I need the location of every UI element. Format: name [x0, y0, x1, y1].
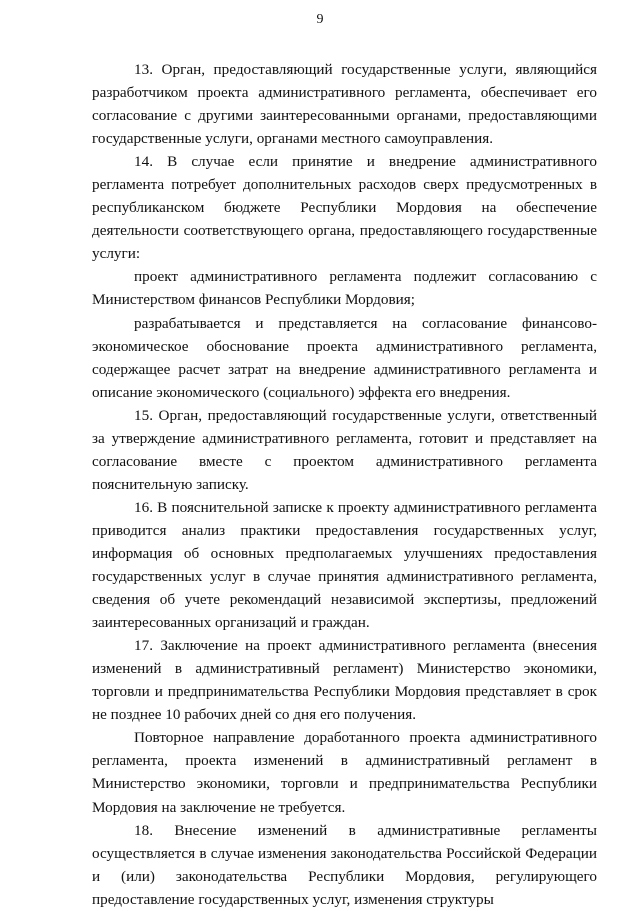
paragraph-14: 14. В случае если принятие и внедрение административного регламента потребует дополнительных расходов сверх предусмотренных в республиканском бюджете Республики Мордовия на обеспечение деятельности соответствующего органа, предоставляющего государственные услуги:: [92, 153, 597, 263]
paragraph-14-item-finance-approval: проект административного регламента подлежит согласованию с Министерством финансов Республики Мордовия;: [92, 268, 597, 309]
paragraph-13: 13. Орган, предоставляющий государственные услуги, являющийся разработчиком проекта административного регламента, обеспечивает его согласование с другими заинтересованными органами, предоставляющими государственные услуги, органами местного самоуправления.: [92, 61, 597, 148]
paragraph-17-repeat-submission: Повторное направление доработанного проекта административного регламента, проекта изменений в административный регламент в Министерство экономики, торговли и предпринимательства Республики Мордовия на заключение не требуется.: [92, 729, 597, 816]
document-body: [92, 58, 597, 911]
paragraph-15: 15. Орган, предоставляющий государственные услуги, ответственный за утверждение административного регламента, готовит и представляет на согласование вместе с проектом административного регламента пояснительную записку.: [92, 406, 597, 493]
paragraph-18: 18. Внесение изменений в административные регламенты осуществляется в случае изменения законодательства Российской Федерации и (или) законодательства Республики Мордовия, регулирующего предоставление государственных услуг, изменения структуры: [92, 821, 597, 908]
page-number: 9: [316, 12, 324, 27]
paragraph-14-item-economic-justification: разрабатывается и представляется на согласование финансово-экономическое обоснование проекта административного регламента, содержащее расчет затрат на внедрение административного регламента и описание экономического (социального) эффекта его внедрения.: [92, 314, 597, 401]
paragraph-16: 16. В пояснительной записке к проекту административного регламента приводится анализ практики предоставления государственных услуг, информация об основных предполагаемых улучшениях предоставления государственных услуг в случае принятия административного регламента, сведения об учете рекомендаций независимой экспертизы, предложений заинтересованных организаций и граждан.: [92, 498, 597, 632]
paragraph-17: 17. Заключение на проект административного регламента (внесения изменений в административный регламент) Министерство экономики, торговли и предпринимательства Республики Мордовия представляет в срок не позднее 10 рабочих дней со дня его получения.: [92, 637, 597, 724]
